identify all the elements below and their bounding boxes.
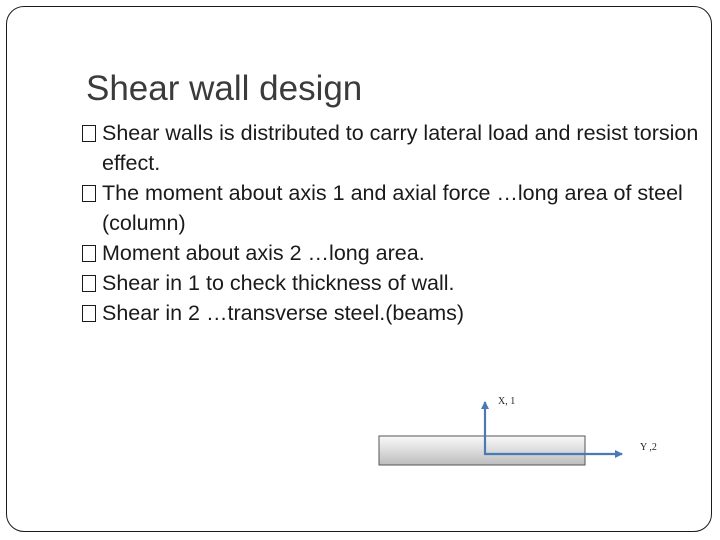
shear-wall-diagram [370, 385, 700, 485]
bullet-text: Shear in 1 to check thickness of wall. [102, 271, 455, 295]
square-bullet-icon [82, 275, 96, 292]
bullet-text: Shear in 2 …transverse steel.(beams) [102, 301, 465, 325]
square-bullet-icon [82, 245, 96, 262]
square-bullet-icon [82, 185, 96, 202]
bullet-item [82, 178, 702, 238]
bullet-item [82, 118, 702, 178]
bullet-text: Shear walls is distributed to carry lateral load and resist torsion effect. [102, 121, 699, 175]
bullet-item [82, 238, 702, 268]
square-bullet-icon [82, 305, 96, 322]
bullet-list [82, 118, 702, 328]
shear-wall-section [379, 436, 585, 465]
bullet-item [82, 268, 702, 298]
slide-title: Shear wall design [86, 69, 363, 108]
axis-y-label: Y ,2 [640, 442, 657, 453]
bullet-item [82, 298, 702, 328]
square-bullet-icon [82, 125, 96, 142]
axis-x-label: X, 1 [498, 396, 516, 407]
bullet-text: The moment about axis 1 and axial force …long area of steel (column) [102, 181, 683, 235]
bullet-text: Moment about axis 2 …long area. [102, 241, 425, 265]
